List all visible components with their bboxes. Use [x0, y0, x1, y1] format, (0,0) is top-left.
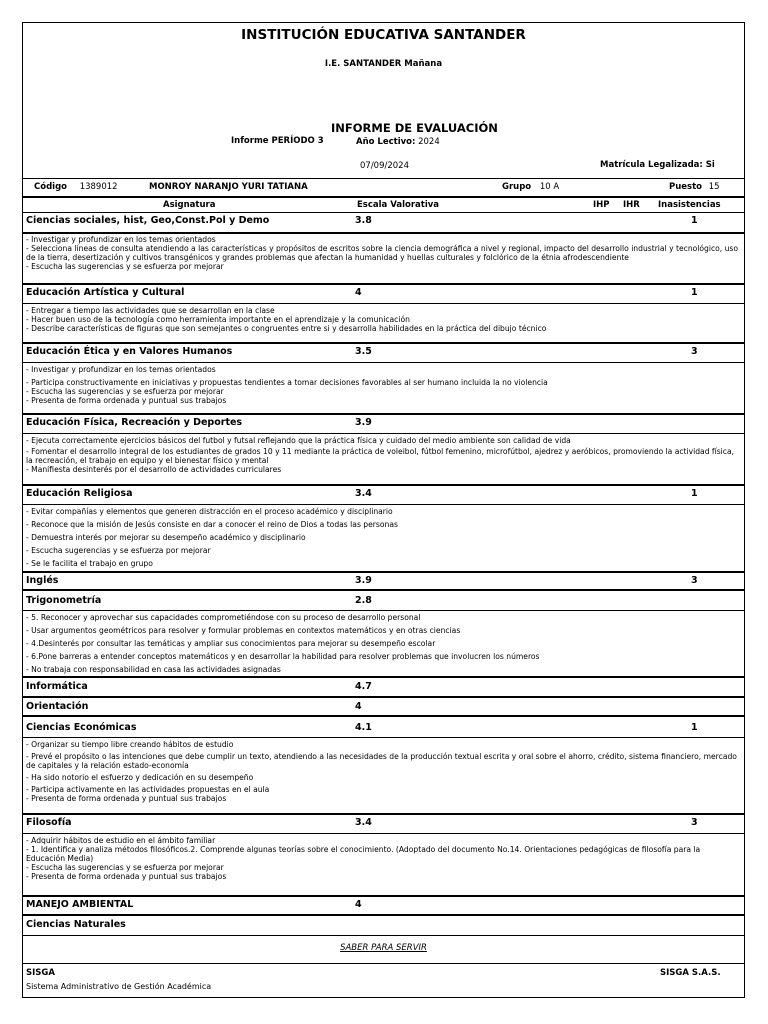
- divider: [23, 589, 744, 591]
- subject-absences: 1: [691, 488, 698, 499]
- subject-grade: 3.9: [355, 417, 372, 428]
- subject-name: MANEJO AMBIENTAL: [26, 899, 134, 910]
- col-ihp: IHP: [593, 200, 610, 210]
- subject-name: Educación Religiosa: [26, 488, 133, 499]
- subject-name: Educación Física, Recreación y Deportes: [26, 417, 243, 428]
- code-label: Código: [34, 182, 67, 192]
- subject-grade: 3.9: [355, 575, 372, 586]
- year-label: Año Lectivo:: [356, 137, 416, 147]
- year-value: 2024: [418, 137, 440, 147]
- subject-absences: 1: [691, 722, 698, 733]
- divider: [23, 676, 744, 678]
- divider: [23, 833, 744, 834]
- observation-item: - Reconoce que la misión de Jesús consiste en dar a conocer el reino de Dios a todas las personas: [26, 520, 398, 529]
- subject-name: Ciencias sociales, hist, Geo,Const.Pol y Demo: [26, 215, 270, 226]
- col-subject: Asignatura: [163, 200, 216, 210]
- observations-list: [26, 436, 740, 474]
- subject-name: Informática: [26, 681, 88, 692]
- observation-item: - Participa constructivamente en iniciativas y propuestas tendientes a tomar decisiones favorables al ser humano incluida la no violencia: [26, 378, 548, 387]
- subject-row: [23, 213, 744, 230]
- subject-row: [23, 699, 744, 716]
- observations-list: [26, 235, 740, 271]
- observation-item: - Presenta de forma ordenada y puntual sus trabajos: [26, 872, 227, 881]
- observation-item: - Selecciona líneas de consulta atendiendo a las características y propósitos de escritos sobre la ciencia demográfica a nivel y regional, impacto del desarrollo industrial y tecnológico, uso de la tierra, desertización y cultivos transgénicos y grandes problemas que afectan la humanidad y huellas culturales y folclórico de la étnia afrodescendiente: [26, 244, 739, 262]
- subject-grade: 4.1: [355, 722, 372, 733]
- divider: [23, 610, 744, 611]
- observation-item: - Presenta de forma ordenada y puntual sus trabajos: [26, 396, 227, 405]
- school-year: [356, 137, 440, 147]
- subject-row: [23, 720, 744, 737]
- system-name: SISGA: [26, 968, 55, 978]
- subject-name: Educación Ética y en Valores Humanos: [26, 346, 233, 357]
- observation-item: - 5. Reconocer y aprovechar sus capacidades comprometiéndose con su proceso de desarrollo personal: [26, 613, 421, 622]
- observation-item: - 1. Identifica y analiza métodos filosóficos.2. Comprende algunas teorías sobre el conocimiento. (Adoptado del documento No.14. Orientaciones pedagógicas de filosofía para la Educación Media): [26, 845, 701, 863]
- subject-grade: 4: [355, 899, 362, 910]
- report-date: 07/09/2024: [360, 161, 409, 171]
- observation-item: - Prevé el propósito o las intenciones que debe cumplir un texto, atendiendo a las necesidades de la producción textual escrita y oral sobre el ahorro, crédito, sistema financiero, mercado de capitales y la relación estado-economía: [26, 752, 737, 770]
- report-card: [22, 22, 745, 998]
- observation-item: - 4.Desinterés por consultar las temáticas y ampliar sus conocimientos para mejorar su desempeño escolar: [26, 639, 436, 648]
- subject-row: [23, 815, 744, 832]
- subject-name: Trigonometría: [26, 595, 102, 606]
- observations-list: [26, 306, 740, 333]
- subject-row: [23, 415, 744, 432]
- rank-label: Puesto: [669, 182, 703, 192]
- observation-item: - Investigar y profundizar en los temas orientados: [26, 235, 216, 244]
- subject-row: [23, 573, 744, 590]
- observations-list: [26, 365, 740, 405]
- divider: [23, 232, 744, 234]
- divider: [23, 696, 744, 698]
- divider: [23, 914, 744, 916]
- institution-title: INSTITUCIÓN EDUCATIVA SANTANDER: [241, 27, 526, 43]
- divider: [23, 737, 744, 738]
- enrollment-label: Matrícula Legalizada:: [600, 160, 703, 170]
- observation-item: - Ejecuta correctamente ejercicios básicos del futbol y futsal reflejando que la práctica física y cuidado del medio ambiente son calidad de vida: [26, 436, 571, 445]
- subject-row: [23, 917, 744, 934]
- subject-row: [23, 679, 744, 696]
- divider: [23, 963, 744, 964]
- observation-item: - Demuestra interés por mejorar su desempeño académico y disciplinario: [26, 533, 306, 542]
- observation-item: - Presenta de forma ordenada y puntual sus trabajos: [26, 794, 227, 803]
- subject-name: Filosofía: [26, 817, 72, 828]
- subject-absences: 3: [691, 346, 698, 357]
- enrollment-value: Si: [705, 160, 715, 170]
- subject-absences: 3: [691, 817, 698, 828]
- observation-item: - Manifiesta desinterés por el desarrollo de actividades curriculares: [26, 465, 282, 474]
- subject-row: [23, 285, 744, 302]
- school-motto: SABER PARA SERVIR: [340, 943, 427, 953]
- subject-grade: 3.4: [355, 817, 372, 828]
- subject-grade: 4: [355, 701, 362, 712]
- observation-item: - Adquirir hábitos de estudio en el ámbito familiar: [26, 836, 216, 845]
- observation-item: - Escucha sugerencias y se esfuerza por mejorar: [26, 546, 211, 555]
- col-absences: Inasistencias: [658, 200, 721, 210]
- divider: [23, 504, 744, 505]
- observation-item: - Participa activamente en las actividades propuestas en el aula: [26, 785, 270, 794]
- student-rank: [669, 182, 720, 192]
- subject-row: [23, 486, 744, 503]
- campus-name: I.E. SANTANDER Mañana: [324, 59, 443, 69]
- divider: [23, 303, 744, 304]
- divider: [23, 433, 744, 434]
- observation-item: - Evitar compañías y elementos que generen distracción en el proceso académico y disciplinario: [26, 507, 393, 516]
- subject-grade: 2.8: [355, 595, 372, 606]
- group-value: 10 A: [539, 182, 560, 192]
- subject-name: Educación Artística y Cultural: [26, 287, 185, 298]
- observation-item: - Escucha las sugerencias y se esfuerza por mejorar: [26, 863, 224, 872]
- subject-row: [23, 897, 744, 914]
- subject-grade: 3.5: [355, 346, 372, 357]
- observation-item: - Investigar y profundizar en los temas orientados: [26, 365, 216, 374]
- subject-absences: 3: [691, 575, 698, 586]
- student-group: [502, 182, 559, 192]
- student-code: [34, 182, 118, 192]
- observation-item: - Usar argumentos geométricos para resolver y formular problemas en contextos matemáticos y en otras ciencias: [26, 626, 461, 635]
- subject-absences: 1: [691, 287, 698, 298]
- rank-value: 15: [708, 182, 720, 192]
- observation-item: - Describe características de figuras que son semejantes o congruentes entre si y desarrolla habilidades en la práctica del dibujo técnico: [26, 324, 547, 333]
- observations-list: [26, 836, 740, 881]
- divider: [23, 715, 744, 717]
- report-title: INFORME DE EVALUACIÓN: [331, 121, 498, 135]
- observation-item: - No trabaja con responsabilidad en casa las actividades asignadas: [26, 665, 281, 674]
- subject-row: [23, 593, 744, 610]
- system-description: Sistema Administrativo de Gestión Académica: [26, 982, 212, 991]
- observations-list: [26, 613, 740, 674]
- subject-absences: 1: [691, 215, 698, 226]
- company-name: SISGA S.A.S.: [660, 968, 721, 978]
- subject-row: [23, 344, 744, 361]
- enrollment-status: [600, 160, 715, 170]
- divider: [23, 178, 744, 179]
- observations-list: [26, 507, 740, 568]
- subject-grade: 4.7: [355, 681, 372, 692]
- observation-item: - Entregar a tiempo las actividades que se desarrollan en la clase: [26, 306, 275, 315]
- observation-item: - Ha sido notorio el esfuerzo y dedicación en su desempeño: [26, 773, 254, 782]
- period-label: Informe PERÍODO 3: [231, 136, 324, 146]
- subject-grade: 3.8: [355, 215, 372, 226]
- observation-item: - Escucha las sugerencias y se esfuerza por mejorar: [26, 262, 224, 271]
- subject-name: Ciencias Naturales: [26, 919, 126, 930]
- student-name: MONROY NARANJO YURI TATIANA: [149, 182, 308, 192]
- divider: [23, 935, 744, 936]
- code-value: 1389012: [79, 182, 118, 192]
- observation-item: - Escucha las sugerencias y se esfuerza por mejorar: [26, 387, 224, 396]
- observations-list: [26, 740, 740, 803]
- subject-name: Orientación: [26, 701, 89, 712]
- subject-name: Inglés: [26, 575, 59, 586]
- group-label: Grupo: [502, 182, 532, 192]
- subject-grade: 3.4: [355, 488, 372, 499]
- observation-item: - Organizar su tiempo libre creando hábitos de estudio: [26, 740, 234, 749]
- col-scale: Escala Valorativa: [357, 200, 440, 210]
- observation-item: - Se le facilita el trabajo en grupo: [26, 559, 153, 568]
- subject-grade: 4: [355, 287, 362, 298]
- divider: [23, 196, 744, 198]
- divider: [23, 362, 744, 363]
- observation-item: - 6.Pone barreras a entender conceptos matemáticos y en desarrollar la habilidad para resolver problemas que involucren los números: [26, 652, 540, 661]
- subject-name: Ciencias Económicas: [26, 722, 137, 733]
- observation-item: - Hacer buen uso de la tecnología como herramienta importante en el aprendizaje y la comunicación: [26, 315, 410, 324]
- observation-item: - Fomentar el desarrollo integral de los estudiantes de grados 10 y 11 mediante la práctica de voleibol, fútbol femenino, microfútbol, ajedrez y aeróbicos, promoviendo la actividad física, la recreación, el trabajo en equipo y el bienestar físico y mental: [26, 447, 735, 465]
- col-ihr: IHR: [623, 200, 640, 210]
